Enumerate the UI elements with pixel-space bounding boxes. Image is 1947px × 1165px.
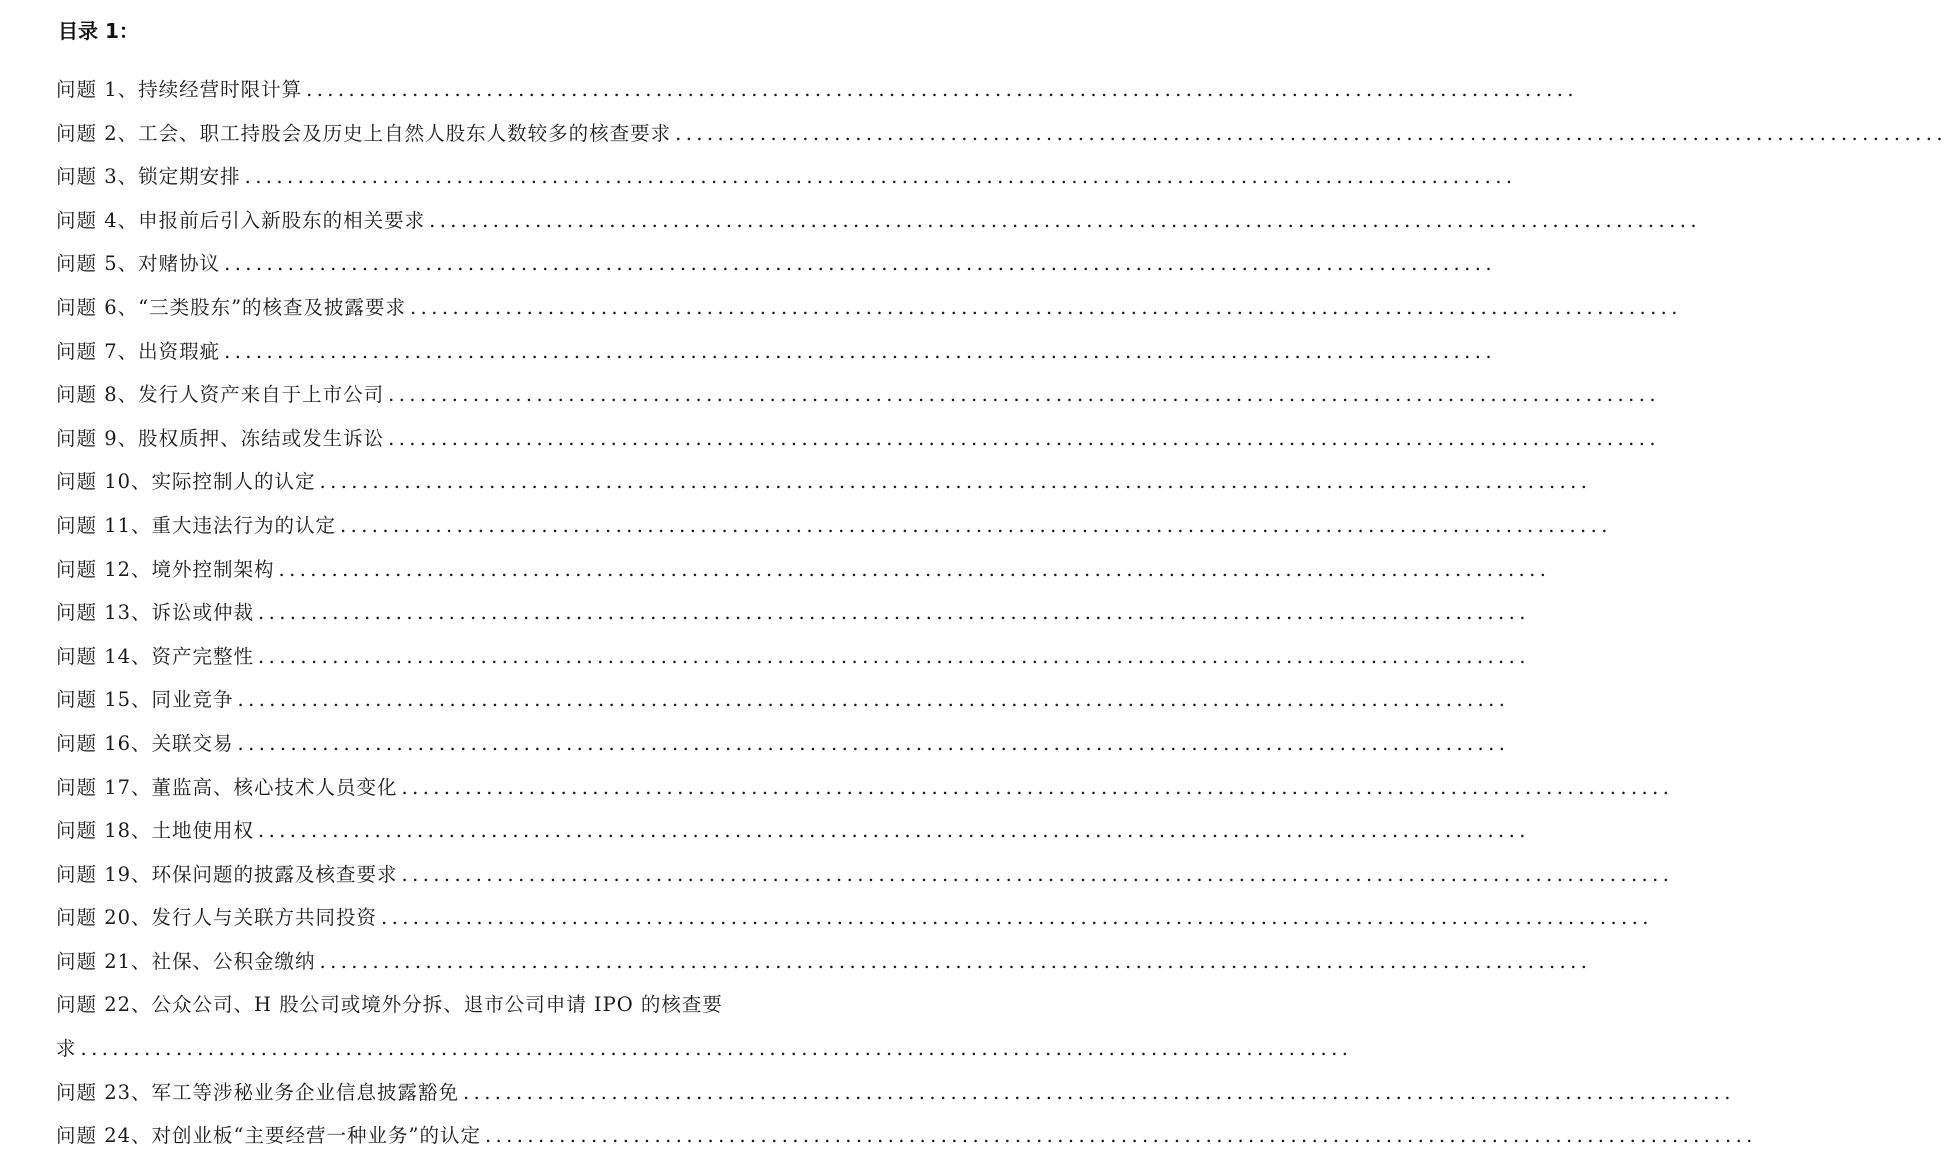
dot-leader: ........................................................................................................................ [244,165,1517,189]
toc-item[interactable] [56,809,1530,853]
toc-item[interactable] [56,635,1530,679]
dot-leader: ........................................................................................................................ [258,819,1530,843]
toc-item[interactable] [56,68,1578,112]
dot-leader: ........................................................................................................................ [237,688,1510,712]
toc-item-title: 问题 10、实际控制人的认定 [56,470,316,494]
dot-leader: ........................................................................................................................ [410,295,1682,319]
toc-item-title: 问题 9、股权质押、冻结或发生诉讼 [56,426,385,450]
dot-leader: ........................................................................................................................ [319,949,1592,973]
toc-item-title: 问题 12、境外控制架构 [56,557,275,581]
dot-leader: ........................................................................................................................ [401,775,1674,799]
toc-item-title: 问题 16、关联交易 [56,731,234,755]
toc-item[interactable] [56,591,1530,635]
toc-item[interactable] [56,1114,1757,1158]
dot-leader: ........................................................................................................................ [224,339,1496,363]
toc-heading: 目录 1： [58,19,139,43]
toc-item[interactable] [56,460,1592,504]
toc-item-title: 问题 22、公众公司、H 股公司或境外分拆、退市公司申请 IPO 的核查要 [56,993,723,1017]
toc-item-title-continued: 求 [56,1037,77,1061]
toc-item-title: 问题 6、“三类股东”的核查及披露要求 [56,295,407,319]
dot-leader: ........................................................................................................................ [463,1080,1735,1104]
toc-item[interactable] [56,722,1510,766]
dot-leader: ........................................................................................................................ [388,383,1660,407]
toc-item-title: 问题 24、对创业板“主要经营一种业务”的认定 [56,1124,481,1148]
table-of-contents [56,68,1947,1158]
toc-item-title: 问题 8、发行人资产来自于上市公司 [56,383,385,407]
toc-item-title: 问题 7、出资瑕疵 [56,339,221,363]
dot-leader: ........................................................................................................................ [258,644,1530,668]
toc-item[interactable] [56,1071,1735,1115]
toc-item[interactable] [56,199,1701,243]
dot-leader: ........................................................................................................................ [306,78,1578,101]
toc-item[interactable] [56,983,1353,1070]
toc-item[interactable] [56,766,1674,810]
toc-item[interactable] [56,678,1510,722]
toc-item-title: 问题 15、同业竞争 [56,688,234,712]
dot-leader: ........................................................................................................................ [401,862,1674,886]
toc-item-title: 问题 2、工会、职工持股会及历史上自然人股东人数较多的核查要求 [56,121,672,145]
toc-item[interactable] [56,373,1660,417]
toc-item[interactable] [56,155,1517,199]
toc-item-title: 问题 17、董监高、核心技术人员变化 [56,775,398,799]
toc-item-title: 问题 20、发行人与关联方共同投资 [56,906,378,930]
dot-leader: ........................................................................................................................ [319,470,1592,494]
toc-item-title: 问题 21、社保、公积金缴纳 [56,949,316,973]
toc-item-title: 问题 5、对赌协议 [56,252,221,276]
toc-item-title: 问题 1、持续经营时限计算 [56,78,303,101]
dot-leader: ........................................................................................................................ [80,1037,1353,1061]
toc-item-title: 问题 19、环保问题的披露及核查要求 [56,862,398,886]
dot-leader: ........................................................................................................................ [224,252,1496,276]
dot-leader: ........................................................................................................................ [278,557,1551,581]
toc-item[interactable] [56,417,1660,461]
toc-item-title: 问题 11、重大违法行为的认定 [56,513,337,537]
toc-item[interactable] [56,330,1496,374]
dot-leader: ........................................................................................................................ [675,121,1947,145]
toc-item-title: 问题 23、军工等涉秘业务企业信息披露豁免 [56,1080,460,1104]
toc-item[interactable] [56,940,1592,984]
toc-item-title: 问题 3、锁定期安排 [56,165,241,189]
dot-leader: ........................................................................................................................ [484,1124,1757,1148]
dot-leader: ........................................................................................................................ [429,208,1701,232]
toc-item[interactable] [56,896,1653,940]
toc-item[interactable] [56,286,1682,330]
dot-leader: ........................................................................................................................ [381,906,1653,930]
toc-item[interactable] [56,112,1947,156]
toc-item-title: 问题 13、诉讼或仲裁 [56,601,255,625]
toc-item[interactable] [56,853,1674,897]
toc-item-title: 问题 18、土地使用权 [56,819,255,843]
toc-item[interactable] [56,504,1612,548]
dot-leader: ........................................................................................................................ [340,513,1612,537]
toc-item-title: 问题 4、申报前后引入新股东的相关要求 [56,208,426,232]
dot-leader: ........................................................................................................................ [237,731,1510,755]
dot-leader: ........................................................................................................................ [388,426,1660,450]
toc-item-title: 问题 14、资产完整性 [56,644,255,668]
toc-item[interactable] [56,548,1551,592]
dot-leader: ........................................................................................................................ [258,601,1530,625]
toc-item[interactable] [56,242,1496,286]
